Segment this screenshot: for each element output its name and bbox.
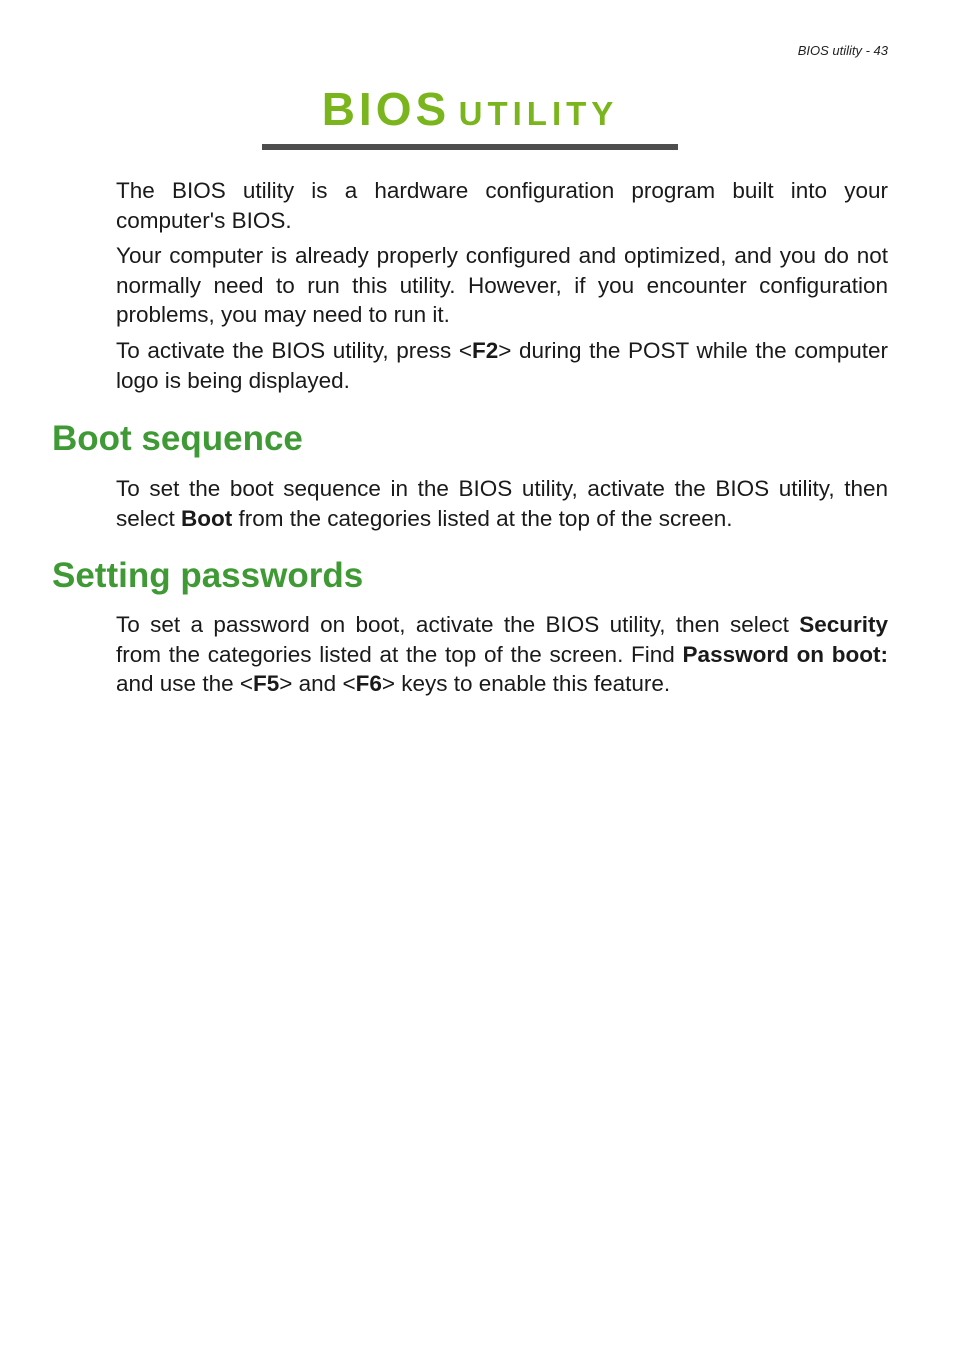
security-bold: Security xyxy=(799,612,888,637)
pw-text-4: > and < xyxy=(279,671,356,697)
boot-sequence-section xyxy=(116,474,888,539)
key-f2: F2 xyxy=(471,337,499,363)
pw-text-5: > keys to enable this feature. xyxy=(381,671,671,697)
chapter-title xyxy=(262,82,678,136)
chapter-title-sub: UTILITY xyxy=(458,95,619,132)
key-f5: F5 xyxy=(253,671,280,697)
intro-paragraph-3 xyxy=(116,336,888,395)
intro-p3-text-2: > during the POST while the computer logo is being displayed. xyxy=(116,337,888,393)
title-underline xyxy=(262,144,678,150)
key-f6: F6 xyxy=(355,671,382,697)
boot-text-1: To set the boot sequence in the BIOS utility, activate the BIOS utility, then select xyxy=(116,476,888,531)
passwords-section xyxy=(116,610,888,705)
intro-p3-text-1: To activate the BIOS utility, press < xyxy=(116,337,472,363)
intro-paragraph-1: The BIOS utility is a hardware configuration program built into your computer's BIOS. xyxy=(116,178,888,233)
password-on-boot-bold: Password on boot: xyxy=(682,641,889,667)
running-header: BIOS utility - 43 xyxy=(797,43,888,58)
intro-section xyxy=(116,176,888,401)
setting-passwords-heading: Setting passwords xyxy=(52,556,364,595)
pw-text-3: and use the < xyxy=(116,671,253,697)
boot-sequence-heading: Boot sequence xyxy=(52,419,303,458)
boot-bold: Boot xyxy=(181,505,233,531)
pw-text-2: from the categories listed at the top of the screen. Find xyxy=(116,641,683,667)
intro-paragraph-2: Your computer is already properly configured and optimized, and you do not normally need to run this utility. However, if you encounter configuration problems, you may need to run it. xyxy=(116,243,888,328)
chapter-title-main: BIOS xyxy=(321,83,451,135)
passwords-paragraph xyxy=(116,610,888,699)
boot-sequence-paragraph xyxy=(116,474,888,533)
boot-text-2: from the categories listed at the top of the screen. xyxy=(232,505,733,531)
pw-text-1: To set a password on boot, activate the BIOS utility, then select xyxy=(116,612,800,637)
